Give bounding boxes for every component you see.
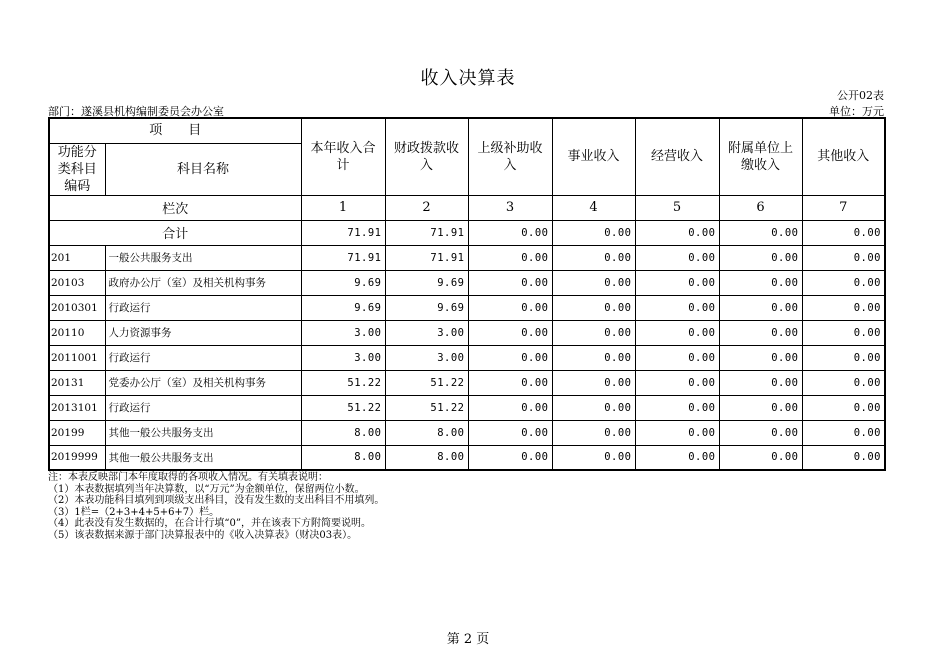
notes <box>48 472 384 541</box>
col-number-5: 5 <box>635 195 719 220</box>
row-value: 8.00 <box>385 420 468 445</box>
row-value: 0.00 <box>468 295 552 320</box>
row-code: 2019999 <box>49 445 105 470</box>
row-value: 0.00 <box>552 270 635 295</box>
row-name: 政府办公厅（室）及相关机构事务 <box>105 270 301 295</box>
row-value: 0.00 <box>552 370 635 395</box>
row-value: 0.00 <box>635 320 719 345</box>
row-value: 51.22 <box>301 395 385 420</box>
row-value: 9.69 <box>301 270 385 295</box>
row-value: 71.91 <box>301 245 385 270</box>
col-header-7: 其他收入 <box>802 118 885 195</box>
row-value: 0.00 <box>802 395 885 420</box>
row-value: 0.00 <box>635 245 719 270</box>
note-line: （1）本表数据填列当年决算数，以“万元”为金额单位，保留两位小数。 <box>48 483 365 495</box>
row-value: 51.22 <box>385 395 468 420</box>
row-value: 8.00 <box>301 420 385 445</box>
row-value: 0.00 <box>802 345 885 370</box>
note-line: （3）1栏=（2+3+4+5+6+7）栏。 <box>48 506 220 518</box>
total-value: 0.00 <box>552 220 635 245</box>
row-name: 行政运行 <box>105 295 301 320</box>
row-code: 20110 <box>49 320 105 345</box>
row-value: 0.00 <box>552 320 635 345</box>
row-value: 0.00 <box>635 395 719 420</box>
row-code: 2011001 <box>49 345 105 370</box>
row-value: 0.00 <box>719 295 802 320</box>
row-value: 0.00 <box>719 245 802 270</box>
row-code: 20131 <box>49 370 105 395</box>
row-value: 0.00 <box>552 345 635 370</box>
col-header-2: 财政拨款收入 <box>385 118 468 195</box>
table-row <box>49 345 885 370</box>
row-value: 8.00 <box>301 445 385 470</box>
row-value: 0.00 <box>552 445 635 470</box>
total-label: 合计 <box>49 220 301 245</box>
col-header-5: 经营收入 <box>635 118 719 195</box>
row-value: 9.69 <box>385 270 468 295</box>
col-number-3: 3 <box>468 195 552 220</box>
row-value: 3.00 <box>385 320 468 345</box>
table-row <box>49 395 885 420</box>
row-value: 9.69 <box>385 295 468 320</box>
row-value: 0.00 <box>468 345 552 370</box>
row-value: 51.22 <box>385 370 468 395</box>
table-row <box>49 270 885 295</box>
row-value: 3.00 <box>385 345 468 370</box>
code-header: 功能分类科目编码 <box>49 143 105 195</box>
col-header-4: 事业收入 <box>552 118 635 195</box>
row-value: 0.00 <box>468 395 552 420</box>
row-value: 0.00 <box>802 320 885 345</box>
row-value: 0.00 <box>468 445 552 470</box>
row-value: 0.00 <box>468 270 552 295</box>
row-value: 0.00 <box>468 370 552 395</box>
row-code: 201 <box>49 245 105 270</box>
row-value: 71.91 <box>385 245 468 270</box>
total-value: 71.91 <box>301 220 385 245</box>
row-value: 0.00 <box>468 245 552 270</box>
col-header-6: 附属单位上缴收入 <box>719 118 802 195</box>
row-value: 0.00 <box>719 445 802 470</box>
row-value: 0.00 <box>635 345 719 370</box>
row-code: 2013101 <box>49 395 105 420</box>
row-value: 0.00 <box>468 420 552 445</box>
total-value: 71.91 <box>385 220 468 245</box>
row-value: 0.00 <box>719 320 802 345</box>
row-value: 0.00 <box>635 420 719 445</box>
row-name: 其他一般公共服务支出 <box>105 420 301 445</box>
row-value: 0.00 <box>635 445 719 470</box>
income-table <box>48 117 886 471</box>
row-name: 行政运行 <box>105 345 301 370</box>
row-value: 0.00 <box>552 395 635 420</box>
department-label: 部门：遂溪县机构编制委员会办公室 <box>48 105 224 118</box>
table-row <box>49 370 885 395</box>
row-value: 9.69 <box>301 295 385 320</box>
row-value: 0.00 <box>635 295 719 320</box>
col-number-6: 6 <box>719 195 802 220</box>
row-value: 0.00 <box>802 295 885 320</box>
note-line: （4）此表没有发生数据的，在合计行填“0”，并在该表下方附简要说明。 <box>48 518 371 529</box>
page-title: 收入决算表 <box>420 68 516 89</box>
row-value: 0.00 <box>719 345 802 370</box>
project-header: 项 目 <box>49 118 301 143</box>
total-value: 0.00 <box>468 220 552 245</box>
row-code: 2010301 <box>49 295 105 320</box>
row-name: 人力资源事务 <box>105 320 301 345</box>
row-value: 0.00 <box>802 420 885 445</box>
row-value: 0.00 <box>802 370 885 395</box>
row-value: 0.00 <box>552 295 635 320</box>
page-number: 第 2 页 <box>446 632 490 647</box>
table-row <box>49 320 885 345</box>
row-index-label: 栏次 <box>49 195 301 220</box>
form-number: 公开02表 <box>837 89 884 102</box>
row-value: 0.00 <box>719 370 802 395</box>
row-value: 0.00 <box>802 445 885 470</box>
row-name: 其他一般公共服务支出 <box>105 445 301 470</box>
row-value: 0.00 <box>635 370 719 395</box>
row-value: 0.00 <box>802 245 885 270</box>
row-code: 20103 <box>49 270 105 295</box>
table-row <box>49 295 885 320</box>
row-value: 0.00 <box>552 420 635 445</box>
row-value: 0.00 <box>552 245 635 270</box>
table-row <box>49 420 885 445</box>
row-name: 一般公共服务支出 <box>105 245 301 270</box>
row-value: 0.00 <box>719 420 802 445</box>
total-value: 0.00 <box>802 220 885 245</box>
row-value: 0.00 <box>635 270 719 295</box>
col-header-1: 本年收入合计 <box>301 118 385 195</box>
table-row <box>49 245 885 270</box>
total-value: 0.00 <box>635 220 719 245</box>
row-code: 20199 <box>49 420 105 445</box>
row-value: 0.00 <box>802 270 885 295</box>
row-value: 3.00 <box>301 345 385 370</box>
col-number-2: 2 <box>385 195 468 220</box>
note-line: （5）该表数据来源于部门决算报表中的《收入决算表》（财决03表）。 <box>48 529 358 541</box>
unit-label: 单位：万元 <box>829 105 884 118</box>
row-value: 0.00 <box>719 395 802 420</box>
table-row <box>49 445 885 470</box>
name-header: 科目名称 <box>105 143 301 195</box>
row-name: 行政运行 <box>105 395 301 420</box>
note-line: （2）本表功能科目填列到项级支出科目，没有发生数的支出科目不用填列。 <box>48 495 385 506</box>
col-number-1: 1 <box>301 195 385 220</box>
row-name: 党委办公厅（室）及相关机构事务 <box>105 370 301 395</box>
note-line: 注：本表反映部门本年度取得的各项收入情况。有关填表说明： <box>48 472 328 483</box>
col-number-7: 7 <box>802 195 885 220</box>
row-value: 0.00 <box>719 270 802 295</box>
row-value: 8.00 <box>385 445 468 470</box>
total-value: 0.00 <box>719 220 802 245</box>
row-value: 51.22 <box>301 370 385 395</box>
row-value: 0.00 <box>468 320 552 345</box>
row-value: 3.00 <box>301 320 385 345</box>
col-number-4: 4 <box>552 195 635 220</box>
col-header-3: 上级补助收入 <box>468 118 552 195</box>
